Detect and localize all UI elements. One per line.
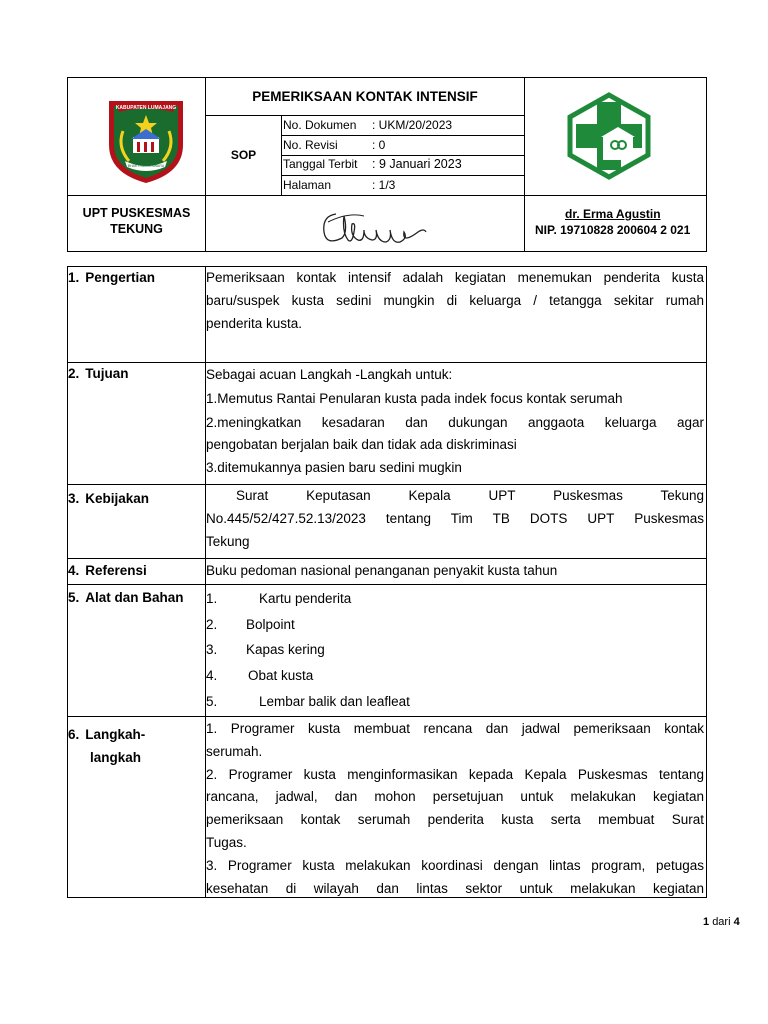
puskesmas-logo bbox=[566, 92, 652, 180]
page-indicator: 1 dari 4 bbox=[703, 916, 740, 928]
section-kebijakan-title: 3. Kebijakan bbox=[68, 491, 150, 506]
document-title: PEMERIKSAAN KONTAK INTENSIF bbox=[252, 89, 478, 104]
section-pengertian-title: 1. Pengertian bbox=[68, 270, 156, 285]
section-kebijakan-body: Surat Keputasan Kepala UPT Puskesmas Tekung No.445/52/427.52.13/2023 tentang Tim TB DOTS UPT Puskesmas Tekung bbox=[206, 488, 704, 549]
signer-nip: NIP. 19710828 200604 2 021 bbox=[535, 223, 691, 237]
list-item: 2. Bolpoint bbox=[206, 617, 295, 632]
section-referensi-title: 4. Referensi bbox=[68, 563, 147, 578]
list-item: 1. Kartu penderita bbox=[206, 591, 352, 606]
section-tujuan-body: Sebagai acuan Langkah -Langkah untuk: 1.Memutus Rantai Penularan kusta pada indek focus kontak serumah 2.meningkatkan kesadaran dan dukungan anggaota keluarga agar pengobatan berjalan baik dan tidak ada diskriminasi 3.ditemukannya pasien baru sedini mugkin bbox=[206, 367, 704, 475]
kabupaten-lumajang-logo bbox=[103, 95, 189, 185]
list-item: 4. Obat kusta bbox=[206, 668, 314, 683]
sop-label: SOP bbox=[230, 148, 257, 162]
section-alat-bahan-title: 5. Alat dan Bahan bbox=[68, 590, 184, 605]
issue-date-value: : 9 Januari 2023 bbox=[372, 157, 462, 171]
doc-number-value: : UKM/20/2023 bbox=[372, 118, 453, 132]
org-name: UPT PUSKESMAS TEKUNG bbox=[82, 206, 191, 236]
section-tujuan-title: 2. Tujuan bbox=[68, 366, 129, 381]
signature bbox=[318, 202, 428, 250]
section-langkah-title: 6. Langkah- langkah bbox=[68, 727, 146, 765]
list-item: 3. Kapas kering bbox=[206, 642, 325, 657]
doc-number-label: No. Dokumen bbox=[283, 118, 357, 132]
page-label: Halaman bbox=[283, 178, 332, 192]
section-langkah-body: 1. Programer kusta membuat rencana dan jadwal pemeriksaan kontak serumah. 2. Programer kusta menginformasikan kepada Kepala Puskesmas tentang rancana, jadwal, dan mohon persetujuan untuk melakukan kegiatan pemeriksaan kontak serumah penderita kusta serta membuat Surat Tugas. 3. Programer kusta melakukan koordinasi dengan lintas program, petugas kesehatan di wilayah dan lintas sektor untuk melakukan kegiatan bbox=[206, 721, 704, 896]
list-item: 5. Lembar balik dan leafleat bbox=[206, 694, 410, 709]
page-value: : 1/3 bbox=[372, 178, 396, 192]
signer-name: dr. Erma Agustin bbox=[565, 207, 661, 221]
section-pengertian-body: Pemeriksaan kontak intensif adalah kegiatan menemukan penderita kusta baru/suspek kusta sedini mungkin di keluarga / tetangga sekitar rumah penderita kusta. bbox=[206, 270, 704, 331]
issue-date-label: Tanggal Terbit bbox=[283, 157, 358, 171]
revision-label: No. Revisi bbox=[283, 138, 338, 152]
svg-text:KABUPATEN LUMAJANG: KABUPATEN LUMAJANG bbox=[115, 105, 177, 111]
section-referensi-body: Buku pedoman nasional penanganan penyakit kusta tahun bbox=[206, 563, 558, 578]
svg-text:BHAKTI MAHESWARA: BHAKTI MAHESWARA bbox=[127, 164, 165, 168]
revision-value: : 0 bbox=[372, 138, 386, 152]
